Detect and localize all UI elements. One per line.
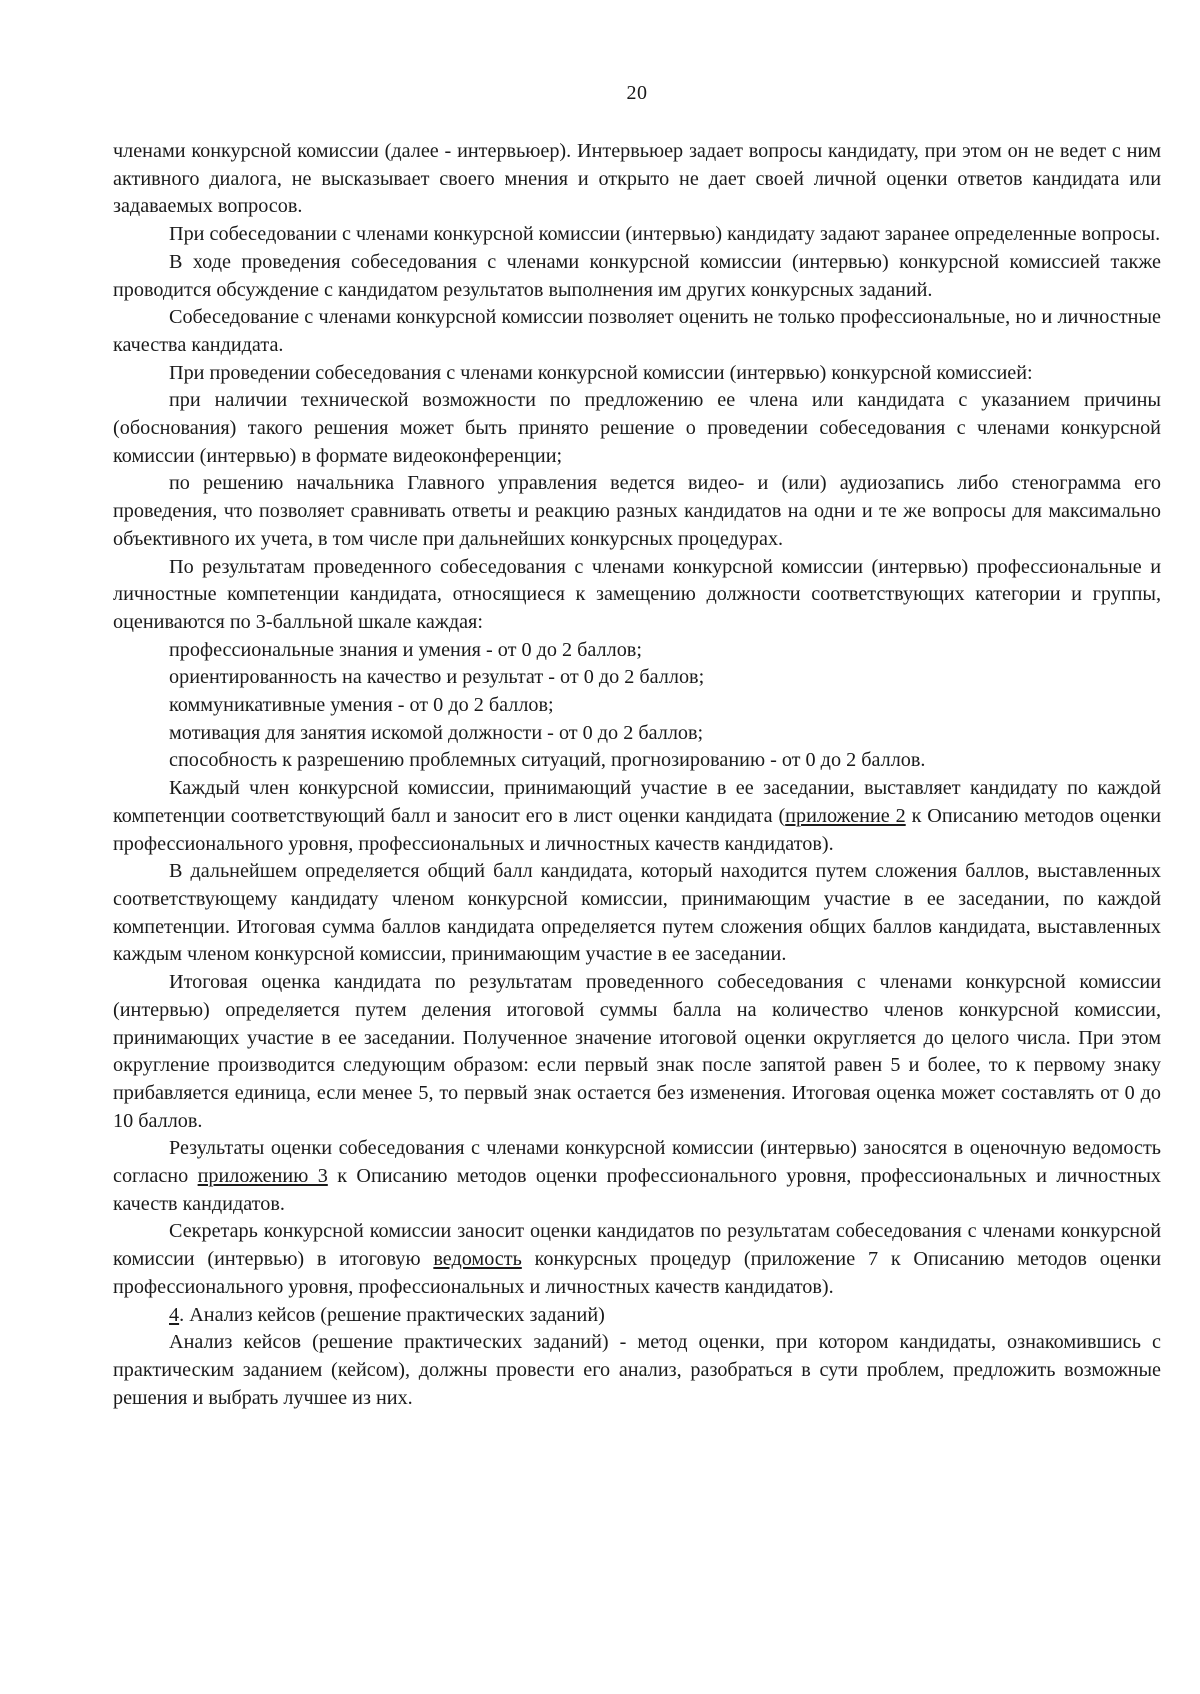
- section-number: 4: [169, 1303, 180, 1326]
- paragraph-text: к Описанию методов оценки профессионального уровня, профессиональных и личностных качеств кандидатов).: [113, 804, 1162, 855]
- paragraph-text: к Описанию методов оценки профессионального уровня, профессиональных и личностных качеств кандидатов.: [113, 1165, 1161, 1215]
- list-item: мотивация для занятия искомой должности - от 0 до 2 баллов;: [169, 721, 704, 744]
- appendix-3-link[interactable]: приложению 3: [197, 1165, 328, 1188]
- paragraph: при наличии технической возможности по предложению ее члена или кандидата с указанием причины (обоснования) такого решения может быть принято решение о проведении собеседования с членами конкурсной комиссии (интервью) в формате видеоконференции;: [113, 389, 1161, 467]
- paragraph: При собеседовании с членами конкурсной комиссии (интервью) кандидату задают заранее определенные вопросы.: [169, 223, 1161, 246]
- paragraph: [113, 1218, 1161, 1301]
- paragraph: В дальнейшем определяется общий балл кандидата, который находится путем сложения баллов, выставленных соответствующему кандидату членом конкурсной комиссии, принимающим участие в ее заседании, по каждой компетенции. Итоговая сумма баллов кандидата определяется путем сложения общих баллов кандидата, выставленных каждым членом конкурсной комиссии, принимающим участие в ее заседании.: [113, 860, 1161, 966]
- paragraph: членами конкурсной комиссии (далее - интервьюер). Интервьюер задает вопросы кандидату, при этом он не ведет с ним активного диалога, не высказывает своего мнения и открыто не дает своей личной оценки ответов кандидата или задаваемых вопросов.: [113, 140, 1161, 218]
- paragraph: по решению начальника Главного управления ведется видео- и (или) аудиозапись либо стенограмма его проведения, что позволяет сравнивать ответы и реакцию разных кандидатов на одни и те же вопросы для максимально объективного их учета, в том числе при дальнейших конкурсных процедурах.: [113, 472, 1161, 550]
- statement-link[interactable]: ведомость: [433, 1248, 522, 1271]
- appendix-2-link[interactable]: приложение 2: [785, 804, 906, 827]
- paragraph: В ходе проведения собеседования с членами конкурсной комиссии (интервью) конкурсной комиссией также проводится обсуждение с кандидатом результатов выполнения им других конкурсных заданий.: [113, 250, 1161, 301]
- paragraph: При проведении собеседования с членами конкурсной комиссии (интервью) конкурсной комиссией:: [169, 361, 1033, 384]
- list-item: способность к разрешению проблемных ситуаций, прогнозированию - от 0 до 2 баллов.: [169, 749, 926, 772]
- paragraph: По результатам проведенного собеседования с членами конкурсной комиссии (интервью) профессиональные и личностные компетенции кандидата, относящиеся к замещению должности соответствующих категории и группы, оцениваются по 3-балльной шкале каждая:: [113, 555, 1161, 633]
- document-body: [113, 138, 1161, 1412]
- paragraph-text: Каждый член конкурсной комиссии, принимающий участие в ее заседании, выставляет кандидату по каждой компетенции соответствующий балл и заносит его в лист оценки кандидата (: [113, 777, 1161, 827]
- paragraph: Итоговая оценка кандидата по результатам проведенного собеседования с членами конкурсной комиссии (интервью) определяется путем деления итоговой суммы балла на количество членов конкурсной комиссии, принимающих участие в ее заседании. Полученное значение итоговой оценки округляется до целого числа. При этом округление производится следующим образом: если первый знак после запятой равен 5 и более, то к первому знаку прибавляется единица, если менее 5, то первый знак остается без изменения. Итоговая оценка может составлять от 0 до 10 баллов.: [113, 971, 1161, 1132]
- list-item: ориентированность на качество и результат - от 0 до 2 баллов;: [169, 666, 705, 689]
- paragraph-text: Результаты оценки собеседования с членами конкурсной комиссии (интервью) заносятся в оценочную ведомость согласно: [113, 1137, 1161, 1188]
- page-number: 20: [626, 82, 648, 104]
- paragraph: Собеседование с членами конкурсной комиссии позволяет оценить не только профессиональные, но и личностные качества кандидата.: [113, 306, 1161, 356]
- section-title: . Анализ кейсов (решение практических заданий): [179, 1303, 605, 1326]
- paragraph: [113, 1135, 1161, 1218]
- paragraph-text: конкурсных процедур (приложение 7 к Описанию методов оценки профессионального уровня, профессиональных и личностных качеств кандидатов).: [113, 1248, 1162, 1298]
- paragraph-text: Секретарь конкурсной комиссии заносит оценки кандидатов по результатам собеседования с членами конкурсной комиссии (интервью) в итоговую: [113, 1220, 1161, 1271]
- paragraph: [113, 775, 1161, 858]
- paragraph: Анализ кейсов (решение практических заданий) - метод оценки, при котором кандидаты, ознакомившись с практическим заданием (кейсом), должны провести его анализ, разобраться в сути проблем, предложить возможные решения и выбрать лучшее из них.: [113, 1331, 1161, 1409]
- section-heading: [113, 1302, 1161, 1330]
- list-item: профессиональные знания и умения - от 0 до 2 баллов;: [169, 638, 642, 661]
- list-item: коммуникативные умения - от 0 до 2 баллов;: [169, 694, 554, 717]
